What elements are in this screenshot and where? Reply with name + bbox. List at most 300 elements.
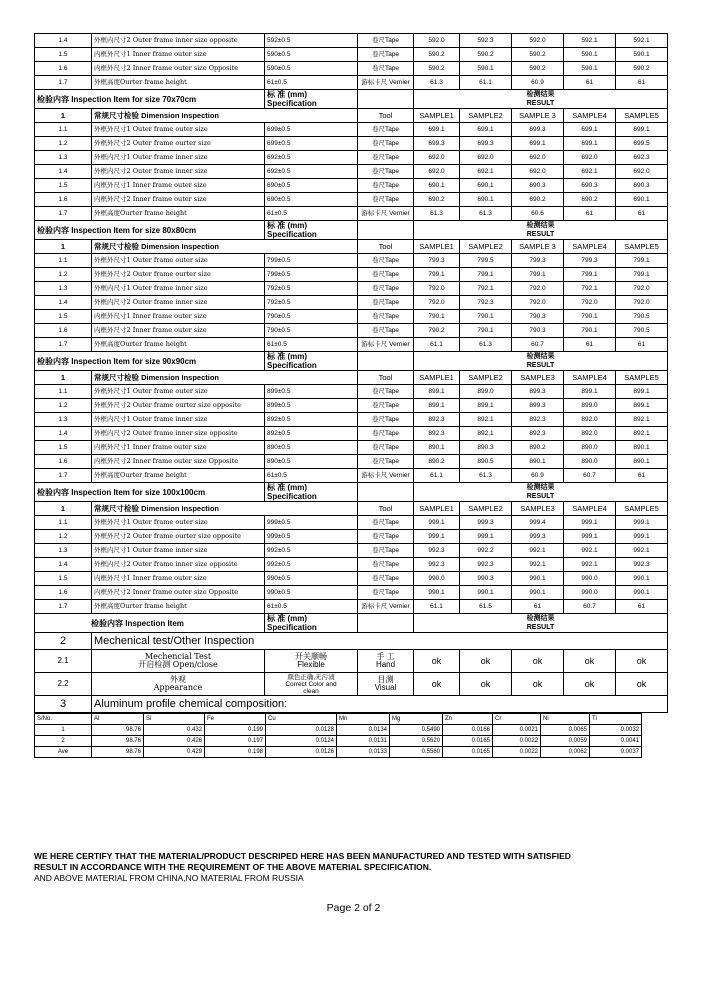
cell-s1: 61.3 bbox=[414, 207, 460, 221]
cell-s4: 990.0 bbox=[564, 586, 616, 600]
header-spacer bbox=[358, 90, 414, 109]
result-header-line-2: RESULT bbox=[526, 100, 555, 107]
cell-s4: 692.0 bbox=[564, 151, 616, 165]
cell-tool-line-2: Hand bbox=[375, 660, 396, 669]
cell-tool: 卷尺Tape bbox=[358, 137, 414, 151]
cell-item bbox=[92, 673, 265, 696]
chem-row bbox=[35, 747, 642, 758]
table-row bbox=[35, 151, 668, 165]
cell-s3: 999.3 bbox=[512, 530, 564, 544]
cell-spec: 799±0.5 bbox=[265, 254, 358, 268]
cell-s4: 699.1 bbox=[564, 137, 616, 151]
cell-spec: 792±0.5 bbox=[265, 296, 358, 310]
table-row bbox=[35, 586, 668, 600]
cell-s4: 792.1 bbox=[564, 282, 616, 296]
cell-s2: 890.3 bbox=[460, 441, 512, 455]
cell-s1: 790.2 bbox=[414, 324, 460, 338]
cell-tool: 卷尺Tape bbox=[358, 193, 414, 207]
table-row bbox=[35, 179, 668, 193]
cell-s4: 999.1 bbox=[564, 516, 616, 530]
table-row bbox=[35, 296, 668, 310]
cell-item: 内框外尺寸1 Inner frame outer size bbox=[92, 179, 265, 193]
table-row bbox=[35, 254, 668, 268]
cell-s2: 61.3 bbox=[460, 338, 512, 352]
table-row bbox=[35, 62, 668, 76]
cell-s4: 60.7 bbox=[564, 600, 616, 614]
chem-cell: 2 bbox=[35, 736, 92, 747]
cell-tool: 卷尺Tape bbox=[358, 62, 414, 76]
cell-tool: 游标卡尺 Vernier bbox=[358, 76, 414, 90]
cell-s5: 890.1 bbox=[616, 441, 668, 455]
cell-no: 1.4 bbox=[35, 558, 92, 572]
chem-cell: 0.0041 bbox=[590, 736, 642, 747]
table-row bbox=[35, 455, 668, 469]
cell-spec: 990±0.5 bbox=[265, 586, 358, 600]
table-row bbox=[35, 123, 668, 137]
cell-item-line-1: Mechencial Test bbox=[144, 652, 212, 661]
cell-s2: 61.1 bbox=[460, 76, 512, 90]
cell-item: 内框外尺寸2 Inner frame outer size Opposite bbox=[92, 455, 265, 469]
cell-spec: 690±0.5 bbox=[265, 193, 358, 207]
cell-spec: 692±0.5 bbox=[265, 151, 358, 165]
chem-cell: 0.0128 bbox=[266, 725, 337, 736]
cell-s5: 790.5 bbox=[616, 324, 668, 338]
chem-col-header: Ti bbox=[590, 714, 642, 725]
result-header bbox=[414, 483, 668, 502]
cell-item: 内框外尺寸2 Inner frame outer size Opposite bbox=[92, 586, 265, 600]
chem-cell: 0.199 bbox=[205, 725, 266, 736]
cell-s2: 899.0 bbox=[460, 385, 512, 399]
cell-s5: 992.1 bbox=[616, 544, 668, 558]
cell-s2: 699.3 bbox=[460, 137, 512, 151]
cell-item: 内框外尺寸2 Inner frame outer size bbox=[92, 324, 265, 338]
cell-result: ok bbox=[414, 673, 460, 696]
result-header-line-2: RESULT bbox=[526, 493, 555, 500]
col-sample: SAMPLE5 bbox=[616, 502, 668, 516]
table-row bbox=[35, 572, 668, 586]
col-sample: SAMPLE2 bbox=[460, 240, 512, 254]
cell-no: 1.4 bbox=[35, 34, 92, 48]
col-sample: SAMPLE5 bbox=[616, 109, 668, 123]
cell-tool: 游标卡尺 Vernier bbox=[358, 207, 414, 221]
cell-tool-line-2: Visual bbox=[374, 683, 397, 692]
cell-no: 1.1 bbox=[35, 254, 92, 268]
cell-s3: 792.0 bbox=[512, 296, 564, 310]
col-no: 1 bbox=[35, 502, 92, 516]
chem-col-header: Mg bbox=[390, 714, 443, 725]
chem-cell: 0.429 bbox=[144, 747, 205, 758]
col-no: 1 bbox=[35, 240, 92, 254]
cell-s5: 790.5 bbox=[616, 310, 668, 324]
cell-s1: 799.1 bbox=[414, 268, 460, 282]
col-sample: SAMPLE5 bbox=[616, 371, 668, 385]
cell-s1: 792.0 bbox=[414, 282, 460, 296]
cell-tool bbox=[358, 673, 414, 696]
chem-cell: 0.0166 bbox=[443, 725, 493, 736]
cell-s5: 592.1 bbox=[616, 34, 668, 48]
cell-s2: 799.1 bbox=[460, 268, 512, 282]
cell-s4: 999.1 bbox=[564, 530, 616, 544]
cell-no: 1.1 bbox=[35, 123, 92, 137]
cell-s5: 999.1 bbox=[616, 530, 668, 544]
cell-tool: 卷尺Tape bbox=[358, 296, 414, 310]
chem-cell: 98.76 bbox=[92, 736, 144, 747]
cell-s5: 899.1 bbox=[616, 385, 668, 399]
cell-no: 1.6 bbox=[35, 324, 92, 338]
cell-s3: 690.2 bbox=[512, 193, 564, 207]
cell-s4: 792.0 bbox=[564, 296, 616, 310]
cell-spec: 899±0.5 bbox=[265, 385, 358, 399]
cell-no: 1.7 bbox=[35, 76, 92, 90]
col-tool: Tool bbox=[358, 240, 414, 254]
mech-result-header-line-2: RESULT bbox=[526, 624, 555, 631]
cell-s2: 892.1 bbox=[460, 413, 512, 427]
chem-cell: 0.0022 bbox=[493, 736, 541, 747]
chem-cell: 0.0037 bbox=[590, 747, 642, 758]
col-sample: SAMPLE 3 bbox=[512, 240, 564, 254]
cell-s3: 692.0 bbox=[512, 165, 564, 179]
cell-s4: 990.0 bbox=[564, 572, 616, 586]
col-item: 常规尺寸检验 Dimension Inspection bbox=[92, 371, 358, 385]
cell-item: 外框高度Ourter frame height bbox=[92, 600, 265, 614]
cell-item: 外框内尺寸2 Outer frame inner size bbox=[92, 296, 265, 310]
cell-result: ok bbox=[616, 650, 668, 673]
cell-s5: 792.0 bbox=[616, 296, 668, 310]
cell-no: 2.2 bbox=[35, 673, 92, 696]
col-tool: Tool bbox=[358, 502, 414, 516]
cell-spec: 699±0.5 bbox=[265, 137, 358, 151]
cell-s5: 892.1 bbox=[616, 413, 668, 427]
cell-s2: 61.5 bbox=[460, 600, 512, 614]
cell-s3: 792.0 bbox=[512, 282, 564, 296]
chem-col-header: Zn bbox=[443, 714, 493, 725]
cell-tool: 卷尺Tape bbox=[358, 165, 414, 179]
cell-tool: 卷尺Tape bbox=[358, 310, 414, 324]
spec-header-line-2: Specification bbox=[267, 230, 317, 239]
cell-result: ok bbox=[512, 650, 564, 673]
cell-item: 外框内尺寸1 Outer frame inner size bbox=[92, 544, 265, 558]
cell-s4: 60.7 bbox=[564, 469, 616, 483]
cell-s5: 792.0 bbox=[616, 282, 668, 296]
cell-s5: 590.1 bbox=[616, 48, 668, 62]
result-header-line-1: 检测结果 bbox=[526, 91, 555, 98]
cell-tool: 卷尺Tape bbox=[358, 427, 414, 441]
cell-s4: 799.1 bbox=[564, 268, 616, 282]
cell-s4: 690.3 bbox=[564, 179, 616, 193]
cell-s1: 990.0 bbox=[414, 572, 460, 586]
cell-s2: 992.2 bbox=[460, 544, 512, 558]
cell-item: 外框内尺寸1 Outer frame inner size bbox=[92, 151, 265, 165]
table-row bbox=[35, 268, 668, 282]
cell-spec: 790±0.5 bbox=[265, 310, 358, 324]
chem-cell: 0.432 bbox=[144, 725, 205, 736]
chem-col-header: Mn bbox=[337, 714, 390, 725]
cell-item: 外框高度Ourter frame height bbox=[92, 469, 265, 483]
cell-item: 外框高度Ourter frame height bbox=[92, 338, 265, 352]
cell-spec: 699±0.5 bbox=[265, 123, 358, 137]
chem-row bbox=[35, 736, 642, 747]
cell-tool: 卷尺Tape bbox=[358, 455, 414, 469]
cell-tool: 卷尺Tape bbox=[358, 441, 414, 455]
table-row bbox=[35, 324, 668, 338]
cell-spec bbox=[265, 673, 358, 696]
cell-spec: 61±0.5 bbox=[265, 207, 358, 221]
cell-tool: 卷尺Tape bbox=[358, 586, 414, 600]
cell-s2: 792.1 bbox=[460, 282, 512, 296]
chem-row bbox=[35, 725, 642, 736]
cell-s4: 61 bbox=[564, 207, 616, 221]
cell-no: 1.1 bbox=[35, 516, 92, 530]
cell-s3: 592.0 bbox=[512, 34, 564, 48]
cell-s2: 792.3 bbox=[460, 296, 512, 310]
cell-s1: 892.3 bbox=[414, 427, 460, 441]
table-row bbox=[35, 282, 668, 296]
cell-s1: 792.0 bbox=[414, 296, 460, 310]
cell-spec: 992±0.5 bbox=[265, 544, 358, 558]
cell-result: ok bbox=[460, 673, 512, 696]
chem-cell: 0.0126 bbox=[266, 747, 337, 758]
block-title: 检验内容 Inspection Item for size 90x90cm bbox=[35, 352, 265, 371]
cell-s2: 999.3 bbox=[460, 516, 512, 530]
cell-s1: 61.1 bbox=[414, 600, 460, 614]
spec-header-line-2: Specification bbox=[267, 99, 317, 108]
column-header-row bbox=[35, 502, 668, 516]
cell-s3: 690.3 bbox=[512, 179, 564, 193]
cell-s4: 592.1 bbox=[564, 34, 616, 48]
mech-header bbox=[35, 614, 668, 633]
col-no: 1 bbox=[35, 109, 92, 123]
chem-col-header: S/No. bbox=[35, 714, 92, 725]
cell-s3: 990.1 bbox=[512, 586, 564, 600]
header-spacer bbox=[358, 483, 414, 502]
cell-s4: 61 bbox=[564, 338, 616, 352]
section-title: Mechenical test/Other Inspection bbox=[92, 633, 668, 650]
cell-no: 1.2 bbox=[35, 137, 92, 151]
cell-tool: 卷尺Tape bbox=[358, 254, 414, 268]
cell-tool-line-1: 目测 bbox=[377, 675, 394, 684]
cell-s1: 799.3 bbox=[414, 254, 460, 268]
cell-spec: 590±0.5 bbox=[265, 62, 358, 76]
cell-s3: 590.2 bbox=[512, 62, 564, 76]
cell-tool: 游标卡尺 Vernier bbox=[358, 469, 414, 483]
cell-s5: 692.3 bbox=[616, 151, 668, 165]
cell-s4: 899.1 bbox=[564, 385, 616, 399]
cell-s4: 799.3 bbox=[564, 254, 616, 268]
cell-no: 1.3 bbox=[35, 544, 92, 558]
cell-s4: 790.1 bbox=[564, 310, 616, 324]
cell-spec: 790±0.5 bbox=[265, 324, 358, 338]
cell-item: 外框内尺寸2 Outer frame inner size opposite bbox=[92, 558, 265, 572]
col-sample: SAMPLE5 bbox=[616, 240, 668, 254]
cell-spec: 61±0.5 bbox=[265, 76, 358, 90]
cell-no: 1.7 bbox=[35, 469, 92, 483]
cell-spec: 799±0.5 bbox=[265, 268, 358, 282]
cell-s1: 690.1 bbox=[414, 179, 460, 193]
col-sample: SAMPLE1 bbox=[414, 502, 460, 516]
cell-no: 1.4 bbox=[35, 165, 92, 179]
cell-s2: 590.1 bbox=[460, 62, 512, 76]
cell-item: 外框外尺寸2 Outer frame ourter size opposite bbox=[92, 530, 265, 544]
chem-cell: 0.0133 bbox=[337, 747, 390, 758]
cell-s3: 999.4 bbox=[512, 516, 564, 530]
cell-s1: 590.2 bbox=[414, 48, 460, 62]
cell-s2: 790.1 bbox=[460, 324, 512, 338]
table-row bbox=[35, 338, 668, 352]
cell-s1: 61.3 bbox=[414, 76, 460, 90]
col-sample: SAMPLE2 bbox=[460, 502, 512, 516]
cell-s5: 990.1 bbox=[616, 586, 668, 600]
table-row bbox=[35, 165, 668, 179]
cell-s1: 990.1 bbox=[414, 586, 460, 600]
cell-s1: 592.0 bbox=[414, 34, 460, 48]
cell-s3: 899.3 bbox=[512, 399, 564, 413]
cell-s5: 590.2 bbox=[616, 62, 668, 76]
cell-spec: 590±0.5 bbox=[265, 48, 358, 62]
cell-s4: 892.0 bbox=[564, 427, 616, 441]
cell-s1: 992.3 bbox=[414, 544, 460, 558]
cell-no: 1.5 bbox=[35, 441, 92, 455]
cell-no: 1.5 bbox=[35, 48, 92, 62]
block-title: 检验内容 Inspection Item for size 80x80cm bbox=[35, 221, 265, 240]
col-no: 1 bbox=[35, 371, 92, 385]
cell-item: 内框外尺寸2 Inner frame outer size Opposite bbox=[92, 62, 265, 76]
cell-no: 2.1 bbox=[35, 650, 92, 673]
col-tool: Tool bbox=[358, 109, 414, 123]
cell-item: 外框内尺寸2 Outer frame inner size opposite bbox=[92, 427, 265, 441]
table-row bbox=[35, 34, 668, 48]
cell-s3: 799.3 bbox=[512, 254, 564, 268]
chem-cell: 0.198 bbox=[205, 747, 266, 758]
result-header-line-1: 检测结果 bbox=[526, 484, 555, 491]
cell-s4: 899.0 bbox=[564, 399, 616, 413]
cell-s3: 890.2 bbox=[512, 441, 564, 455]
cell-spec-line-1: 开关顺畅 bbox=[295, 652, 327, 661]
table-row bbox=[35, 76, 668, 90]
cell-spec-line-1: 颜色正确,无污渍 bbox=[287, 673, 335, 681]
cell-s3: 590.2 bbox=[512, 48, 564, 62]
cell-result: ok bbox=[414, 650, 460, 673]
cell-tool: 卷尺Tape bbox=[358, 399, 414, 413]
mech-row bbox=[35, 650, 668, 673]
cell-s5: 990.1 bbox=[616, 572, 668, 586]
cell-no: 1.4 bbox=[35, 427, 92, 441]
cell-s1: 890.1 bbox=[414, 441, 460, 455]
cell-s3: 699.1 bbox=[512, 137, 564, 151]
cell-spec-line-3: clean bbox=[303, 687, 319, 695]
cell-no: 1.3 bbox=[35, 413, 92, 427]
chem-cell: 0.0165 bbox=[443, 736, 493, 747]
cell-s1: 61.1 bbox=[414, 338, 460, 352]
cell-tool: 卷尺Tape bbox=[358, 48, 414, 62]
table-row bbox=[35, 469, 668, 483]
cell-s5: 899.1 bbox=[616, 399, 668, 413]
block-title: 检验内容 Inspection Item for size 100x100cm bbox=[35, 483, 265, 502]
table-row bbox=[35, 310, 668, 324]
cell-s2: 790.1 bbox=[460, 310, 512, 324]
cell-s1: 699.3 bbox=[414, 137, 460, 151]
mech-title: 检验内容 Inspection Item bbox=[35, 614, 265, 633]
cell-no: 1.6 bbox=[35, 62, 92, 76]
cell-no: 1.6 bbox=[35, 586, 92, 600]
section-title: Aluminum profile chemical composition: bbox=[92, 696, 668, 713]
chem-col-header: Cr bbox=[493, 714, 541, 725]
chem-section-row bbox=[35, 696, 668, 713]
spec-header bbox=[265, 483, 358, 502]
chem-cell: 0.5620 bbox=[390, 736, 443, 747]
cell-s5: 61 bbox=[616, 76, 668, 90]
cell-tool: 卷尺Tape bbox=[358, 413, 414, 427]
spec-header-line-1: 标 准 (mm) bbox=[267, 483, 307, 492]
certify-line-1: WE HERE CERTIFY THAT THE MATERIAL/PRODUCT DESCRIPED HERE HAS BEEN MANUFACTURED AND TESTED WITH SATISFIED bbox=[34, 851, 571, 861]
chem-cell: 0.426 bbox=[144, 736, 205, 747]
cell-item: 内框外尺寸2 Inner frame outer size bbox=[92, 193, 265, 207]
cell-s2: 999.1 bbox=[460, 530, 512, 544]
section-no: 2 bbox=[35, 633, 92, 650]
cell-no: 1.5 bbox=[35, 310, 92, 324]
cell-s5: 992.3 bbox=[616, 558, 668, 572]
chem-header-row bbox=[35, 714, 642, 725]
header-spacer bbox=[358, 614, 414, 633]
col-sample: SAMPLE1 bbox=[414, 109, 460, 123]
cell-item: 内框外尺寸1 Inner frame outer size bbox=[92, 48, 265, 62]
col-sample: SAMPLE1 bbox=[414, 240, 460, 254]
cell-s1: 999.1 bbox=[414, 516, 460, 530]
col-sample: SAMPLE2 bbox=[460, 109, 512, 123]
cell-s1: 890.2 bbox=[414, 455, 460, 469]
cell-item: 外框外尺寸1 Outer frame outer size bbox=[92, 516, 265, 530]
cell-s1: 999.1 bbox=[414, 530, 460, 544]
cell-s4: 61 bbox=[564, 76, 616, 90]
cell-spec: 892±0.5 bbox=[265, 413, 358, 427]
result-header-line-2: RESULT bbox=[526, 362, 555, 369]
col-sample: SAMPLE2 bbox=[460, 371, 512, 385]
cell-no: 1.7 bbox=[35, 207, 92, 221]
cell-no: 1.1 bbox=[35, 385, 92, 399]
table-row bbox=[35, 558, 668, 572]
cell-s2: 61.3 bbox=[460, 469, 512, 483]
spec-header bbox=[265, 221, 358, 240]
col-tool: Tool bbox=[358, 371, 414, 385]
cell-result: ok bbox=[460, 650, 512, 673]
cell-tool: 卷尺Tape bbox=[358, 324, 414, 338]
inspection-report-sheet bbox=[34, 33, 659, 758]
cell-item: 内框外尺寸1 Inner frame outer size bbox=[92, 441, 265, 455]
chem-col-header: Fe bbox=[205, 714, 266, 725]
cell-spec: 990±0.5 bbox=[265, 572, 358, 586]
cell-item bbox=[92, 650, 265, 673]
header-spacer bbox=[358, 352, 414, 371]
cell-s2: 892.1 bbox=[460, 427, 512, 441]
cell-s2: 990.1 bbox=[460, 586, 512, 600]
cell-spec: 692±0.5 bbox=[265, 165, 358, 179]
cell-item: 外框高度Ourter frame height bbox=[92, 207, 265, 221]
cell-result: ok bbox=[564, 650, 616, 673]
cell-item-line-2: Appearance bbox=[153, 683, 203, 692]
table-row bbox=[35, 441, 668, 455]
cell-spec: 890±0.5 bbox=[265, 441, 358, 455]
chem-cell: 0.0062 bbox=[541, 747, 590, 758]
cell-item: 外框外尺寸2 Outer frame ourter size bbox=[92, 137, 265, 151]
chem-cell: 0.0059 bbox=[541, 736, 590, 747]
cell-s3: 890.1 bbox=[512, 455, 564, 469]
cell-tool: 卷尺Tape bbox=[358, 385, 414, 399]
cell-s1: 690.2 bbox=[414, 193, 460, 207]
certify-line-2: RESULT IN ACCORDANCE WITH THE REQUIREMENT OF THE ABOVE MATERIAL SPECIFICATION. bbox=[34, 862, 432, 872]
cell-s4: 892.0 bbox=[564, 413, 616, 427]
cell-tool: 卷尺Tape bbox=[358, 179, 414, 193]
cell-result: ok bbox=[512, 673, 564, 696]
table-row bbox=[35, 193, 668, 207]
